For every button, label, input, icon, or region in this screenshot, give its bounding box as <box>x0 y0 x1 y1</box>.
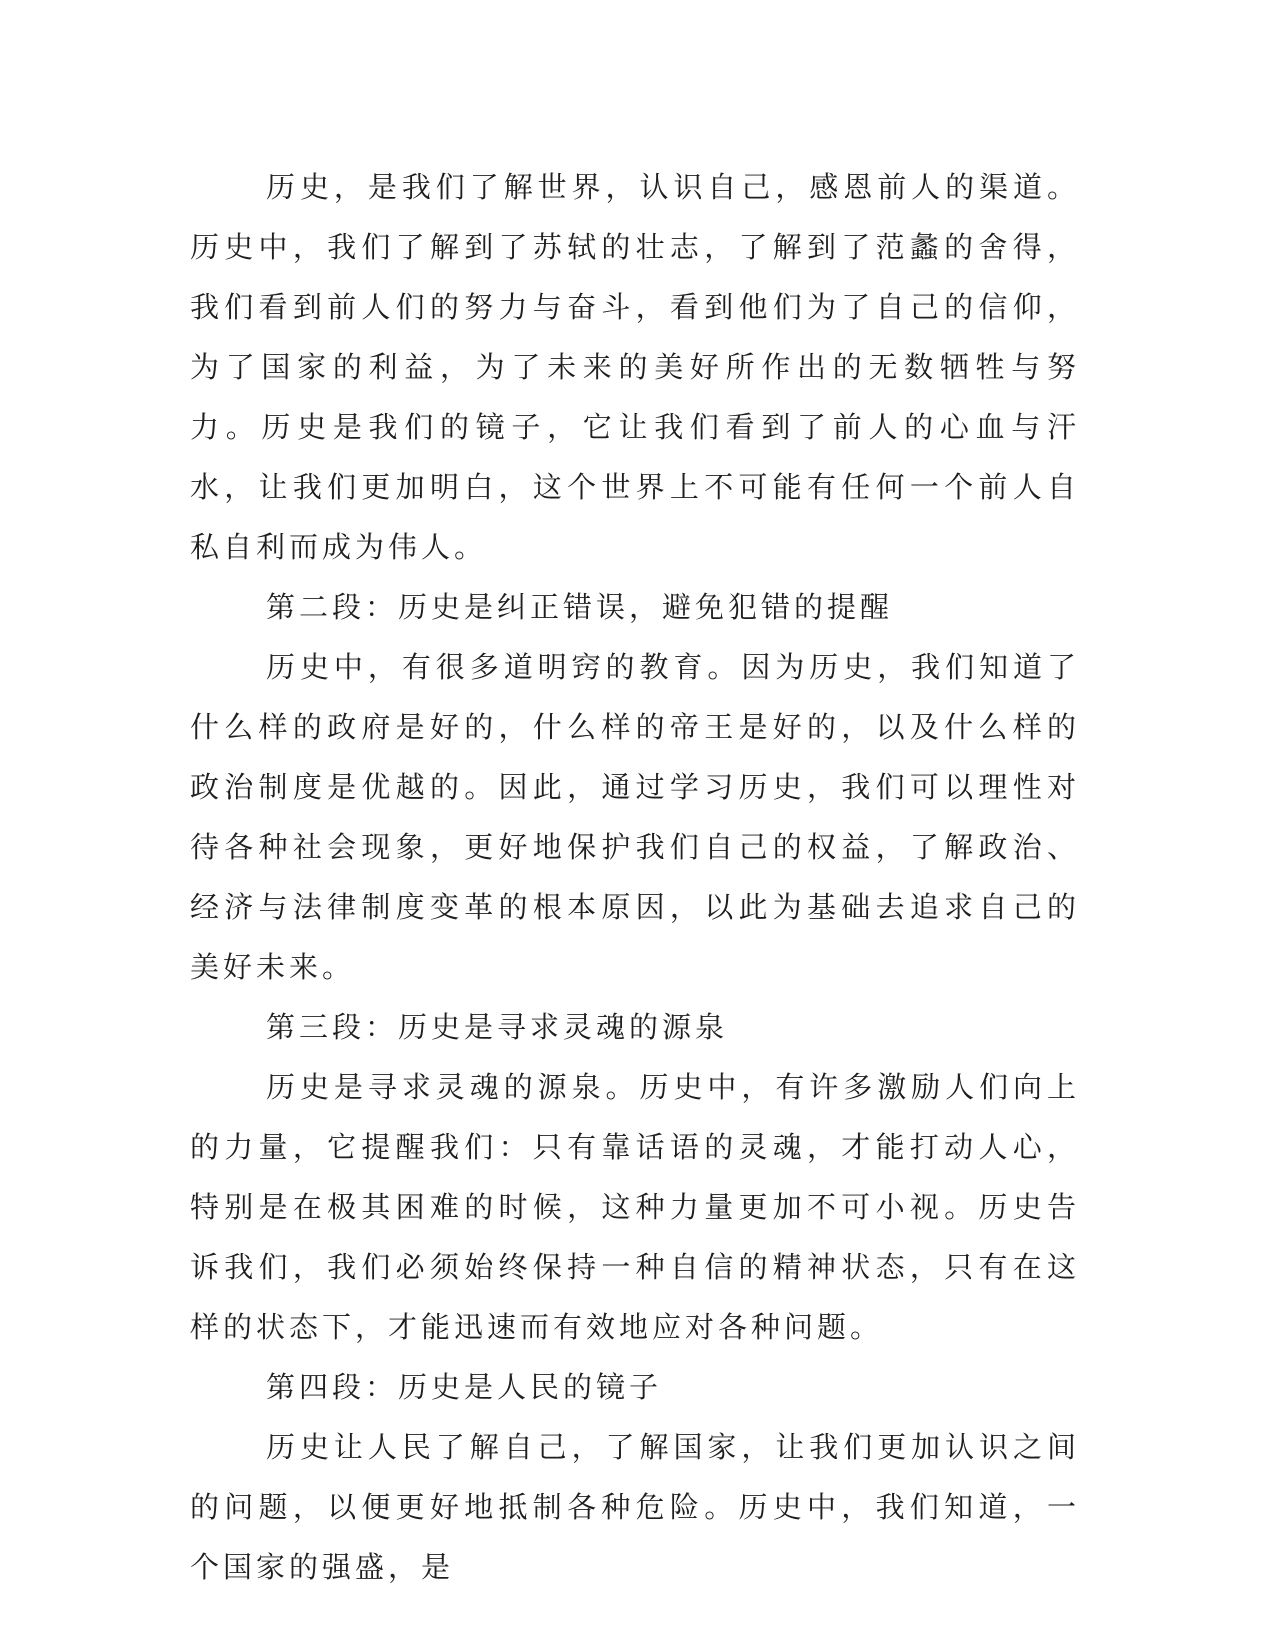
paragraph-section-3: 历史是寻求灵魂的源泉。历史中，有许多激励人们向上的力量，它提醒我们：只有靠话语的灵魂，才能打动人心，特别是在极其困难的时候，这种力量更加不可小视。历史告诉我们，我们必须始终保持一种自信的精神状态，只有在这样的状态下，才能迅速而有效地应对各种问题。 <box>190 1070 1080 1344</box>
section-heading-2: 第二段：历史是纠正错误，避免犯错的提醒 <box>266 590 894 624</box>
paragraph-section-2: 历史中，有很多道明窍的教育。因为历史，我们知道了什么样的政府是好的，什么样的帝王是好的，以及什么样的政治制度是优越的。因此，通过学习历史，我们可以理性对待各种社会现象，更好地保护我们自己的权益，了解政治、经济与法律制度变革的根本原因，以此为基础去追求自己的美好未来。 <box>190 650 1080 984</box>
paragraph-intro: 历史，是我们了解世界，认识自己，感恩前人的渠道。历史中，我们了解到了苏轼的壮志，了解到了范蠡的舍得，我们看到前人们的努力与奋斗，看到他们为了自己的信仰，为了国家的利益，为了未来的美好所作出的无数牺牲与努力。历史是我们的镜子，它让我们看到了前人的心血与汗水，让我们更加明白，这个世界上不可能有任何一个前人自私自利而成为伟人。 <box>190 170 1080 564</box>
document-body <box>190 157 1080 1597</box>
paragraph-section-4: 历史让人民了解自己，了解国家，让我们更加认识之间的问题，以便更好地抵制各种危险。历史中，我们知道，一个国家的强盛，是 <box>190 1430 1080 1584</box>
section-heading-3: 第三段：历史是寻求灵魂的源泉 <box>266 1010 729 1044</box>
section-heading-4: 第四段：历史是人民的镜子 <box>266 1370 663 1404</box>
